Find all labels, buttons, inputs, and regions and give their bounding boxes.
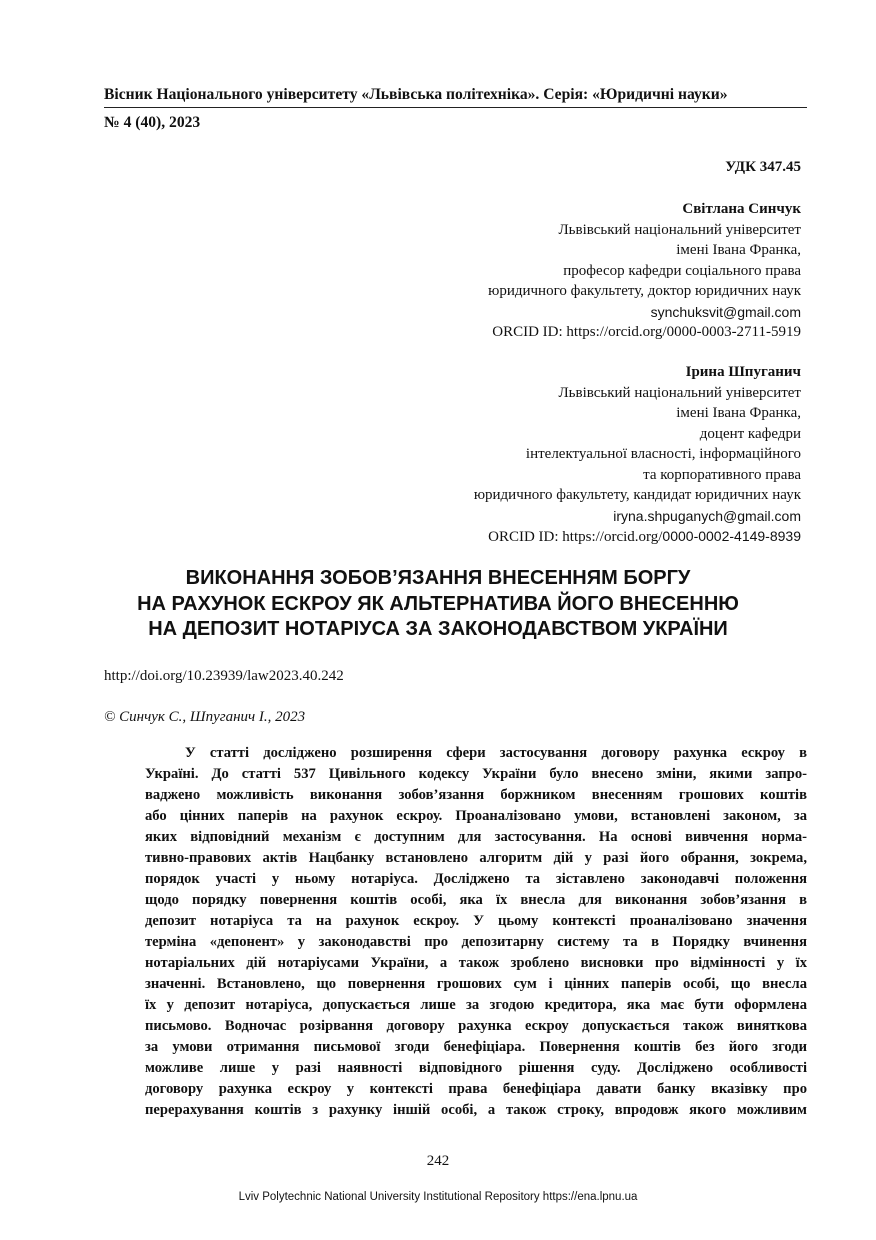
abstract-line: значенні. Встановлено, що повернення грошових сум і цінних паперів особі, що внесла (145, 976, 807, 992)
abstract-line: договору рахунка ескроу у контексті права бенефіціара давати банку вказівку про (145, 1081, 807, 1097)
header-rule (104, 107, 807, 108)
author-block-2 (474, 362, 801, 548)
abstract-line: яких відповідний механізм є доступним для застосування. На основі вивчення норма- (145, 829, 807, 845)
copyright-notice: © Синчук С., Шпуганич І., 2023 (104, 709, 306, 725)
title-line: ВИКОНАННЯ ЗОБОВ’ЯЗАННЯ ВНЕСЕННЯМ БОРГУ (185, 567, 691, 589)
author-email: iryna.shpuganych@gmail.com (613, 507, 801, 524)
abstract-line: ваджено можливість виконання зобов’язання боржником внесенням грошових коштів (145, 787, 807, 803)
abstract-line: порядок участі у ньому нотаріуса. Досліджено та зіставлено законодавчі положення (145, 871, 807, 887)
abstract-line: У статті досліджено розширення сфери застосування договору рахунка ескроу в (185, 745, 807, 761)
abstract-line: Україні. До статті 537 Цивільного кодексу України було внесено зміни, якими запро- (145, 766, 807, 782)
title-line: НА ДЕПОЗИТ НОТАРІУСА ЗА ЗАКОНОДАВСТВОМ УКРАЇНИ (148, 618, 728, 640)
author-orcid (474, 526, 801, 548)
abstract-line: щодо порядку повернення коштів особі, яка їх внесла для виконання зобов’язання в (145, 892, 807, 908)
abstract-line: терміна «депонент» у законодавстві про депозитарну систему та в Порядку вчинення (145, 934, 807, 950)
article-title (60, 566, 816, 643)
doi-link[interactable]: http://doi.org/10.23939/law2023.40.242 (104, 668, 344, 684)
author-orcid: ORCID ID: https://orcid.org/0000-0003-2711-5919 (492, 324, 801, 340)
author-affiliation-line: Львівський національний університет (558, 384, 801, 401)
abstract-line: або цінних паперів на рахунок ескроу. Проаналізовано умови, встановлені законом, за (145, 808, 807, 824)
title-line: НА РАХУНОК ЕСКРОУ ЯК АЛЬТЕРНАТИВА ЙОГО ВНЕСЕННЮ (137, 592, 739, 615)
orcid-prefix: ORCID ID: https://orcid.org/ (488, 529, 663, 545)
author-affiliation-line: Львівський національний університет (558, 221, 801, 238)
abstract-line: їх у депозит нотаріуса, допускається лише за згодою кредитора, яка має бути оформлена (145, 997, 807, 1013)
author-affiliation-line: професор кафедри соціального права (563, 262, 801, 279)
author-affiliation-line: юридичного факультету, доктор юридичних наук (488, 283, 801, 299)
udc-code: УДК 347.45 (725, 159, 801, 175)
author-name: Світлана Синчук (682, 201, 801, 217)
author-affiliation-line: імені Івана Франка, (676, 242, 801, 258)
abstract-line: перерахування коштів з рахунку іншій особі, а також строку, впродовж якого можливим (145, 1102, 807, 1118)
author-affiliation-line: доцент кафедри (699, 425, 801, 442)
orcid-id: 0000-0002-4149-8939 (662, 528, 801, 544)
abstract (145, 743, 807, 1121)
author-email: synchuksvit@gmail.com (650, 303, 801, 320)
page-number: 242 (426, 1153, 450, 1169)
author-affiliation-line: та корпоративного права (643, 466, 801, 483)
abstract-line: депозит нотаріуса та на рахунок ескроу. У цьому контексті проаналізовано значення (145, 913, 807, 929)
abstract-line: письмово. Водночас розірвання договору рахунка ескроу допускається також виняткова (145, 1018, 807, 1034)
author-affiliation-line: інтелектуальної власності, інформаційного (525, 446, 801, 462)
issue-number: № 4 (40), 2023 (104, 114, 201, 131)
repository-footer: Lviv Polytechnic National University Institutional Repository https://ena.lpnu.ua (238, 1191, 638, 1203)
author-name: Ірина Шпуганич (685, 364, 801, 380)
author-block-1 (488, 199, 801, 343)
author-affiliation-line: імені Івана Франка, (676, 405, 801, 421)
journal-title: Вісник Національного університету «Львівська політехніка». Серія: «Юридичні науки» (104, 86, 728, 103)
abstract-line: можливе лише у разі наявності відповідного рішення суду. Досліджено особливості (145, 1060, 807, 1076)
author-affiliation-line: юридичного факультету, кандидат юридичних наук (473, 487, 801, 503)
abstract-line: тивно-правових актів Нацбанку встановлено алгоритм дій у разі його обрання, зокрема, (145, 850, 807, 866)
abstract-line: за умови отримання письмової згоди бенефіціара. Повернення коштів без його згоди (145, 1039, 807, 1055)
abstract-line: нотаріальних дій нотаріусами України, а також зроблено висновки про відмінності у їх (145, 955, 807, 971)
